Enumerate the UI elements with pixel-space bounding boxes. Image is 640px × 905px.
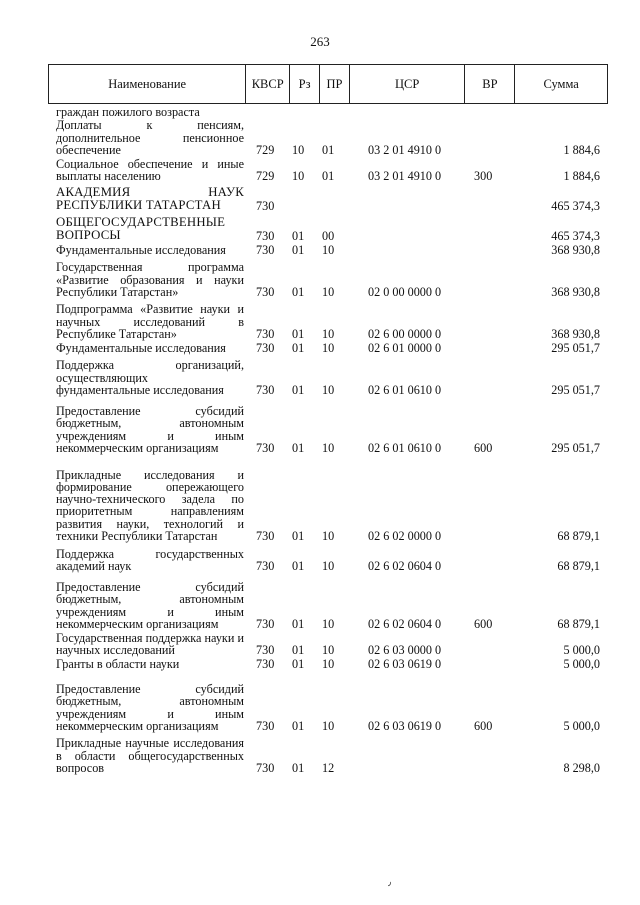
cell-sum: 5 000,0 xyxy=(563,718,600,733)
cell-pr: 10 xyxy=(322,656,335,671)
table-row xyxy=(48,256,608,298)
cell-pr: 10 xyxy=(322,528,335,543)
cell-name: Прикладные научные исследования в области общегосударственных вопросов xyxy=(56,736,244,775)
cell-kvsr: 729 xyxy=(256,168,275,183)
cell-rz: 01 xyxy=(292,340,305,355)
cell-rz: 01 xyxy=(292,558,305,573)
cell-pr: 10 xyxy=(322,616,335,631)
cell-rz: 01 xyxy=(292,326,305,341)
cell-vr: 600 xyxy=(474,718,493,733)
table-row xyxy=(48,354,608,396)
cell-vr: 600 xyxy=(474,440,493,455)
cell-name: Социальное обеспечение и иные выплаты населению xyxy=(56,156,244,183)
scan-mark: ٫ xyxy=(388,877,392,888)
cell-name: Фундаментальные исследования xyxy=(56,340,226,355)
cell-csr: 02 6 02 0604 0 xyxy=(368,558,442,573)
cell-pr: 01 xyxy=(322,168,335,183)
header-csr: ЦСР xyxy=(350,65,466,103)
cell-sum: 295 051,7 xyxy=(551,440,600,455)
table-row xyxy=(48,106,608,118)
cell-kvsr: 730 xyxy=(256,760,275,775)
cell-name: Прикладные исследования и формирование опережающего научно-технического задела по приоритетным направлениям развития науки, технологий и техники Республики Татарстан xyxy=(56,467,244,543)
cell-sum: 465 374,3 xyxy=(551,228,600,243)
cell-sum: 68 879,1 xyxy=(557,528,600,543)
cell-name: Предоставление субсидий бюджетным, автономным учреждениям и иным некоммерческим организациям xyxy=(56,580,244,631)
cell-csr: 02 6 03 0000 0 xyxy=(368,642,442,657)
cell-name: Фундаментальные исследования xyxy=(56,242,226,257)
cell-sum: 368 930,8 xyxy=(551,326,600,341)
table-row xyxy=(48,542,608,572)
cell-rz: 10 xyxy=(292,168,305,183)
cell-sum: 1 884,6 xyxy=(563,142,600,157)
cell-name: Предоставление субсидий бюджетным, автономным учреждениям и иным некоммерческим организациям xyxy=(56,682,244,733)
cell-kvsr: 730 xyxy=(256,528,275,543)
cell-pr: 12 xyxy=(322,760,335,775)
header-sum: Сумма xyxy=(543,76,579,91)
table-row xyxy=(48,572,608,630)
cell-name: Государственная программа «Развитие образования и науки Республики Татарстан» xyxy=(56,260,244,299)
cell-sum: 68 879,1 xyxy=(557,616,600,631)
cell-pr: 10 xyxy=(322,340,335,355)
cell-pr: 01 xyxy=(322,142,335,157)
cell-sum: 5 000,0 xyxy=(563,642,600,657)
cell-rz: 01 xyxy=(292,382,305,397)
cell-csr: 02 6 03 0619 0 xyxy=(368,718,442,733)
cell-name: ОБЩЕГОСУДАРСТВЕННЫЕ ВОПРОСЫ xyxy=(56,215,226,242)
cell-pr: 10 xyxy=(322,642,335,657)
table-row xyxy=(48,156,608,182)
cell-kvsr: 730 xyxy=(256,440,275,455)
cell-csr: 02 6 01 0610 0 xyxy=(368,440,442,455)
header-name: Наименование xyxy=(49,65,246,103)
cell-rz: 01 xyxy=(292,616,305,631)
cell-vr: 300 xyxy=(474,168,493,183)
cell-csr: 03 2 01 4910 0 xyxy=(368,142,442,157)
cell-kvsr: 730 xyxy=(256,284,275,299)
cell-csr: 02 6 03 0619 0 xyxy=(368,656,442,671)
cell-name: Поддержка государственных академий наук xyxy=(56,546,244,573)
table-row xyxy=(48,670,608,732)
cell-sum: 295 051,7 xyxy=(551,340,600,355)
cell-csr: 02 0 00 0000 0 xyxy=(368,284,442,299)
table-header xyxy=(48,64,608,104)
cell-sum: 5 000,0 xyxy=(563,656,600,671)
cell-rz: 01 xyxy=(292,528,305,543)
cell-sum: 368 930,8 xyxy=(551,284,600,299)
cell-kvsr: 730 xyxy=(256,642,275,657)
cell-name: АКАДЕМИЯ НАУК РЕСПУБЛИКИ ТАТАРСТАН xyxy=(56,185,244,212)
cell-pr: 00 xyxy=(322,228,335,243)
cell-sum: 465 374,3 xyxy=(551,198,600,213)
cell-sum: 295 051,7 xyxy=(551,382,600,397)
cell-sum: 8 298,0 xyxy=(563,760,600,775)
cell-csr: 02 6 01 0610 0 xyxy=(368,382,442,397)
table-row xyxy=(48,118,608,156)
cell-sum: 368 930,8 xyxy=(551,242,600,257)
cell-csr: 02 6 02 0604 0 xyxy=(368,616,442,631)
cell-rz: 01 xyxy=(292,440,305,455)
cell-kvsr: 730 xyxy=(256,326,275,341)
cell-csr: 02 6 01 0000 0 xyxy=(368,340,442,355)
table-body xyxy=(48,106,608,774)
table-row xyxy=(48,340,608,354)
cell-kvsr: 730 xyxy=(256,656,275,671)
cell-rz: 01 xyxy=(292,642,305,657)
cell-kvsr: 730 xyxy=(256,382,275,397)
cell-rz: 10 xyxy=(292,142,305,157)
table-row xyxy=(48,630,608,656)
cell-pr: 10 xyxy=(322,718,335,733)
table-row xyxy=(48,212,608,242)
cell-name: Гранты в области науки xyxy=(56,656,180,671)
cell-csr: 03 2 01 4910 0 xyxy=(368,168,442,183)
cell-kvsr: 729 xyxy=(256,142,275,157)
table-row xyxy=(48,182,608,212)
page-number: 263 xyxy=(310,34,330,49)
header-kvsr: КВСР xyxy=(246,65,290,103)
table-row xyxy=(48,454,608,542)
cell-name: Предоставление субсидий бюджетным, автономным учреждениям и иным некоммерческим организациям xyxy=(56,404,244,455)
cell-kvsr: 730 xyxy=(256,718,275,733)
header-rz: Рз xyxy=(290,65,320,103)
table-row xyxy=(48,656,608,670)
table-row xyxy=(48,298,608,340)
cell-name: Подпрограмма «Развитие науки и научных исследований в Республике Татарстан» xyxy=(56,302,244,341)
cell-name: Доплаты к пенсиям, дополнительное пенсионное обеспечение xyxy=(56,118,244,157)
cell-pr: 10 xyxy=(322,440,335,455)
table-row xyxy=(48,732,608,774)
cell-kvsr: 730 xyxy=(256,558,275,573)
cell-kvsr: 730 xyxy=(256,616,275,631)
cell-rz: 01 xyxy=(292,228,305,243)
cell-name: Государственная поддержка науки и научных исследований xyxy=(56,630,244,657)
table-row xyxy=(48,242,608,256)
cell-name: граждан пожилого возраста xyxy=(56,104,200,119)
cell-csr: 02 6 02 0000 0 xyxy=(368,528,442,543)
cell-kvsr: 730 xyxy=(256,228,275,243)
cell-csr: 02 6 00 0000 0 xyxy=(368,326,442,341)
cell-pr: 10 xyxy=(322,242,335,257)
cell-rz: 01 xyxy=(292,760,305,775)
header-pr: ПР xyxy=(320,65,350,103)
cell-sum: 1 884,6 xyxy=(563,168,600,183)
cell-pr: 10 xyxy=(322,326,335,341)
header-vr: ВР xyxy=(465,65,515,103)
table-row xyxy=(48,396,608,454)
cell-pr: 10 xyxy=(322,382,335,397)
cell-rz: 01 xyxy=(292,718,305,733)
cell-rz: 01 xyxy=(292,656,305,671)
cell-kvsr: 730 xyxy=(256,242,275,257)
cell-kvsr: 730 xyxy=(256,198,275,213)
cell-pr: 10 xyxy=(322,558,335,573)
cell-name: Поддержка организаций, осуществляющих фундаментальные исследования xyxy=(56,358,244,397)
cell-sum: 68 879,1 xyxy=(557,558,600,573)
cell-kvsr: 730 xyxy=(256,340,275,355)
cell-rz: 01 xyxy=(292,242,305,257)
cell-pr: 10 xyxy=(322,284,335,299)
cell-vr: 600 xyxy=(474,616,493,631)
cell-rz: 01 xyxy=(292,284,305,299)
